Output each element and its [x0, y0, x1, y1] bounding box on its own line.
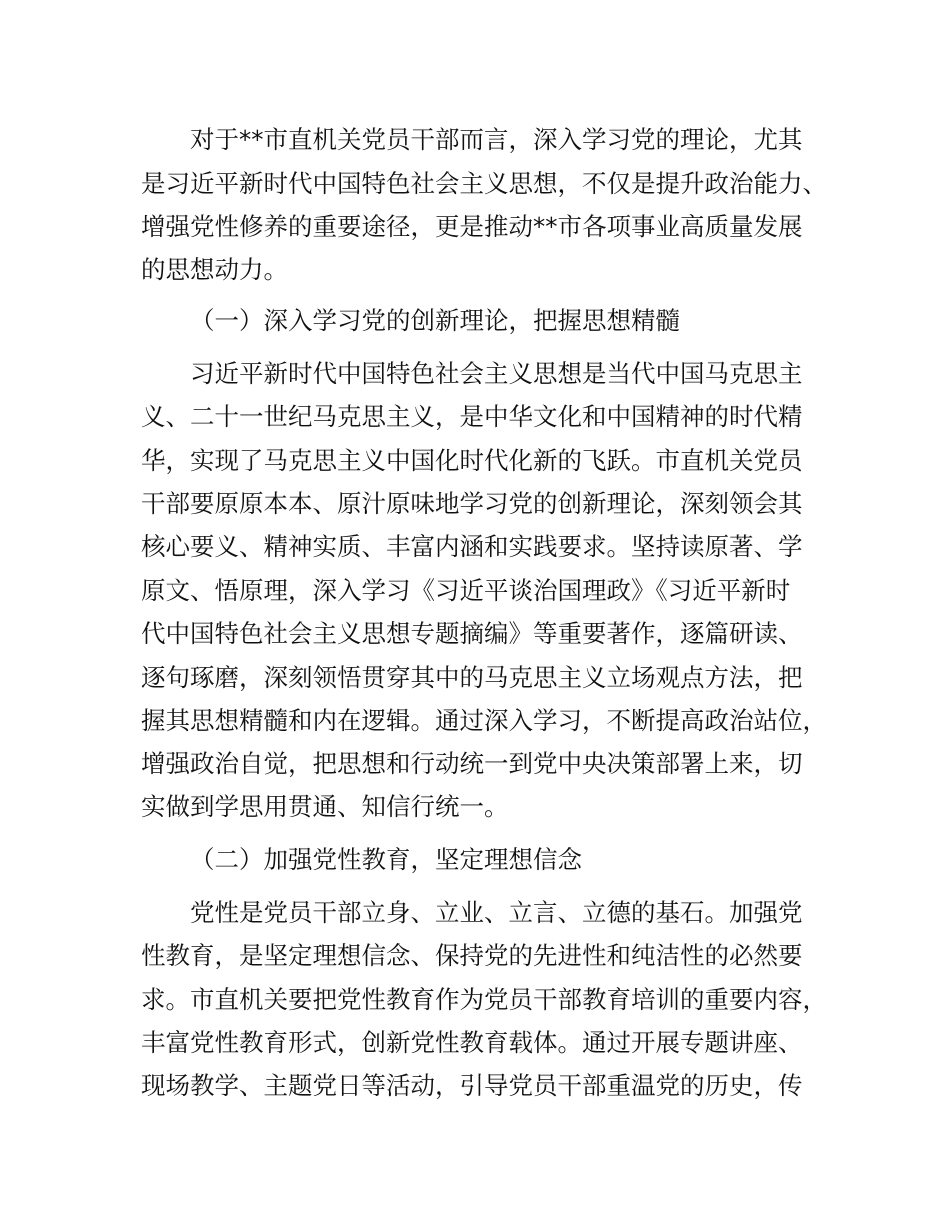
paragraph-3-line-3: 求。市直机关要把党性教育作为党员干部教育培训的重要内容， — [141, 985, 827, 1014]
paragraph-1-line-1: 对于**市直机关党员干部而言，深入学习党的理论，尤其 — [190, 125, 803, 154]
paragraph-2-line-6: 原文、悟原理，深入学习《习近平谈治国理政》《习近平新时 — [141, 576, 791, 605]
paragraph-2-line-5: 核心要义、精神实质、丰富内涵和实践要求。坚持读原著、学 — [141, 532, 803, 561]
paragraph-3-line-2: 性教育，是坚定理想信念、保持党的先进性和纯洁性的必然要 — [141, 941, 803, 970]
paragraph-3-line-5: 现场教学、主题党日等活动，引导党员干部重温党的历史，传 — [141, 1071, 803, 1100]
paragraph-1-line-3: 增强党性修养的重要途径，更是推动**市各项事业高质量发展 — [141, 212, 803, 241]
section-heading-2: （二）加强党性教育，坚定理想信念 — [190, 845, 582, 874]
paragraph-2-line-9: 握其思想精髓和内在逻辑。通过深入学习，不断提高政治站位， — [141, 706, 827, 735]
paragraph-1-line-4: 的思想动力。 — [141, 255, 288, 284]
paragraph-2-line-8: 逐句琢磨，深刻领悟贯穿其中的马克思主义立场观点方法，把 — [141, 663, 803, 692]
section-heading-1: （一）深入学习党的创新理论，把握思想精髓 — [190, 306, 680, 335]
paragraph-2-line-1: 习近平新时代中国特色社会主义思想是当代中国马克思主 — [190, 359, 803, 388]
paragraph-2-line-7: 代中国特色社会主义思想专题摘编》等重要著作，逐篇研读、 — [141, 619, 803, 648]
paragraph-2-line-2: 义、二十一世纪马克思主义，是中华文化和中国精神的时代精 — [141, 402, 803, 431]
paragraph-3-line-1: 党性是党员干部立身、立业、立言、立德的基石。加强党 — [190, 898, 803, 927]
paragraph-3-line-4: 丰富党性教育形式，创新党性教育载体。通过开展专题讲座、 — [141, 1028, 803, 1057]
paragraph-2-line-11: 实做到学思用贯通、知信行统一。 — [141, 792, 509, 821]
paragraph-2-line-3: 华，实现了马克思主义中国化时代化新的飞跃。市直机关党员 — [141, 446, 803, 475]
paragraph-1-line-2: 是习近平新时代中国特色社会主义思想，不仅是提升政治能力、 — [141, 169, 827, 198]
paragraph-2-line-4: 干部要原原本本、原汁原味地学习党的创新理论，深刻领会其 — [141, 489, 803, 518]
paragraph-2-line-10: 增强政治自觉，把思想和行动统一到党中央决策部署上来，切 — [141, 749, 803, 778]
